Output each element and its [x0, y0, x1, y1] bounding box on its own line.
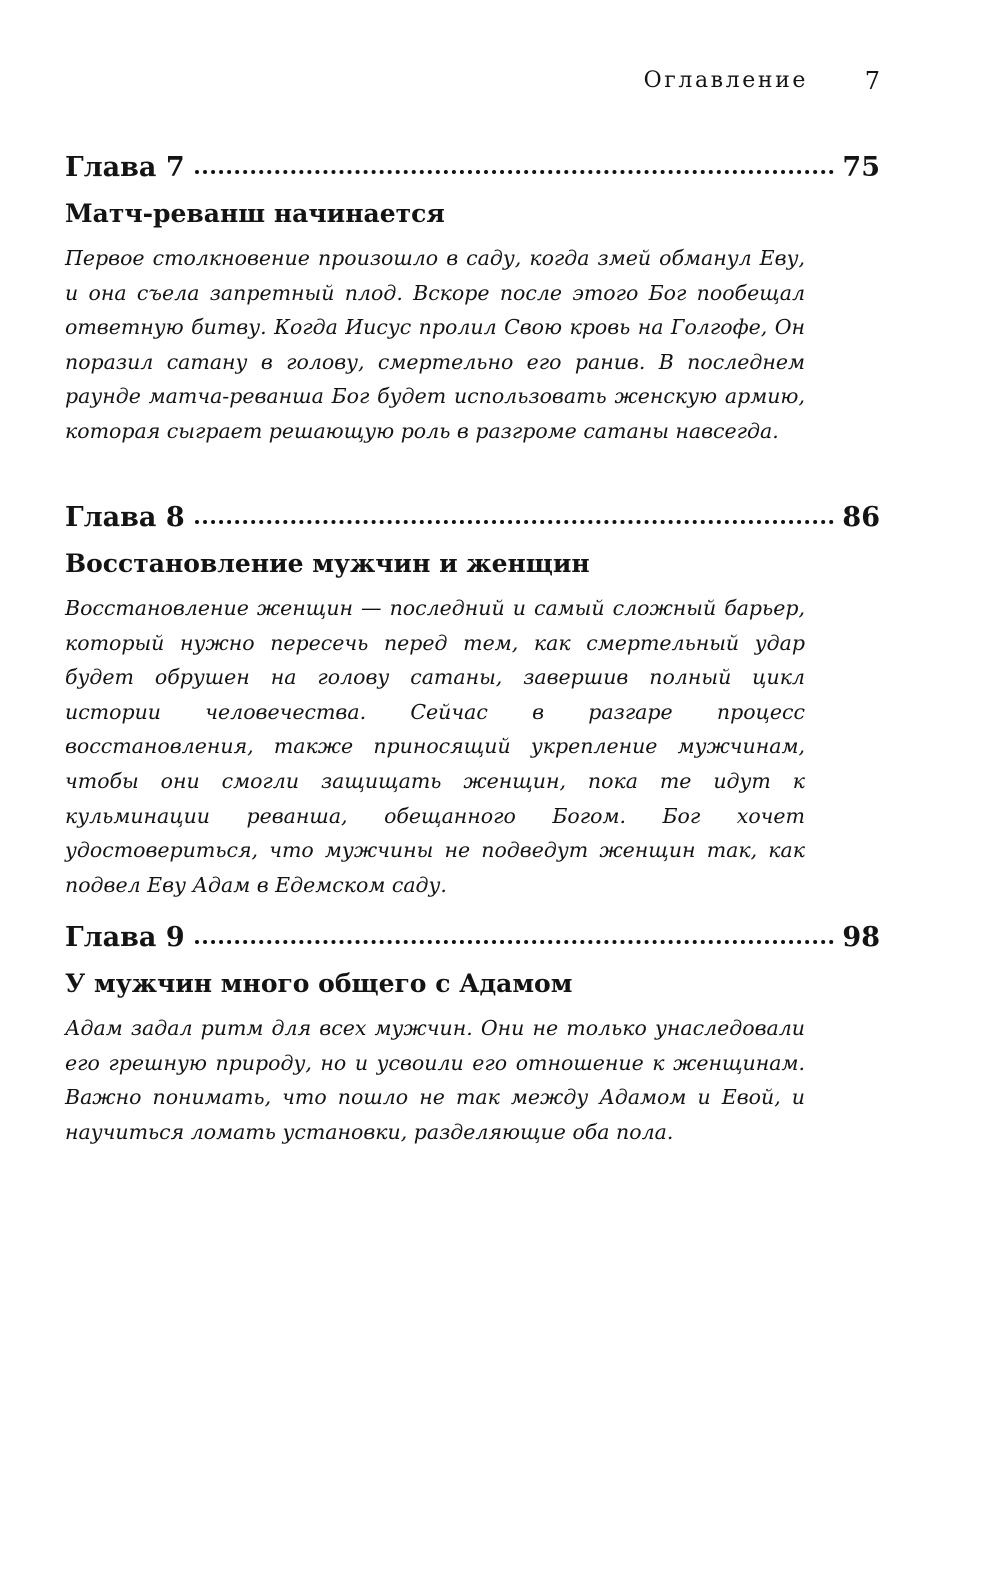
- chapter-page-number: 98: [842, 922, 880, 953]
- toc-entry-chapter-9: [65, 921, 880, 1149]
- dot-leader: [195, 520, 835, 524]
- running-header-title: Оглавление: [643, 68, 808, 93]
- toc-line[interactable]: [65, 921, 880, 955]
- chapter-title: У мужчин много общего с Адамом: [65, 969, 573, 998]
- toc-line[interactable]: [65, 151, 880, 185]
- chapter-label: Глава 9: [65, 922, 185, 953]
- page-number: 7: [864, 67, 880, 95]
- chapter-label: Глава 8: [65, 502, 185, 533]
- chapter-summary: Восстановление женщин — последний и самый сложный барьер, который нужно пересечь перед тем, как смертельный удар будет обрушен на голову сатаны, завершив полный цикл истории человечества. Сейчас в разгаре процесс восстановления, также приносящий укрепление мужчинам, чтобы они смогли защищать женщин, пока те идут к кульминации реванша, обещанного Богом. Бог хочет удостовериться, что мужчины не подведут женщин так, как подвел Еву Адам в Едемском саду.: [65, 596, 805, 897]
- chapter-page-number: 86: [842, 502, 880, 533]
- dot-leader: [195, 170, 835, 174]
- chapter-title: Матч-реванш начинается: [65, 199, 445, 228]
- chapter-title: Восстановление мужчин и женщин: [65, 549, 590, 578]
- chapter-page-number: 75: [842, 152, 880, 183]
- dot-leader: [195, 940, 835, 944]
- chapter-summary: Адам задал ритм для всех мужчин. Они не только унаследовали его грешную природу, но и усвоили его отношение к женщинам. Важно понимать, что пошло не так между Адамом и Евой, и научиться ломать установки, разделяющие оба пола.: [65, 1016, 805, 1144]
- chapter-summary: Первое столкновение произошло в саду, когда змей обманул Еву, и она съела запретный плод. Вскоре после этого Бог пообещал ответную битву. Когда Иисус пролил Свою кровь на Голгофе, Он поразил сатану в голову, смертельно его ранив. В последнем раунде матча-реванша Бог будет использовать женскую армию, которая сыграет решающую роль в разгроме сатаны навсегда.: [65, 246, 805, 443]
- running-header: [0, 66, 880, 96]
- toc-entry-chapter-8: [65, 501, 880, 902]
- toc-line[interactable]: [65, 501, 880, 535]
- toc-entry-chapter-7: [65, 151, 880, 449]
- chapter-label: Глава 7: [65, 152, 185, 183]
